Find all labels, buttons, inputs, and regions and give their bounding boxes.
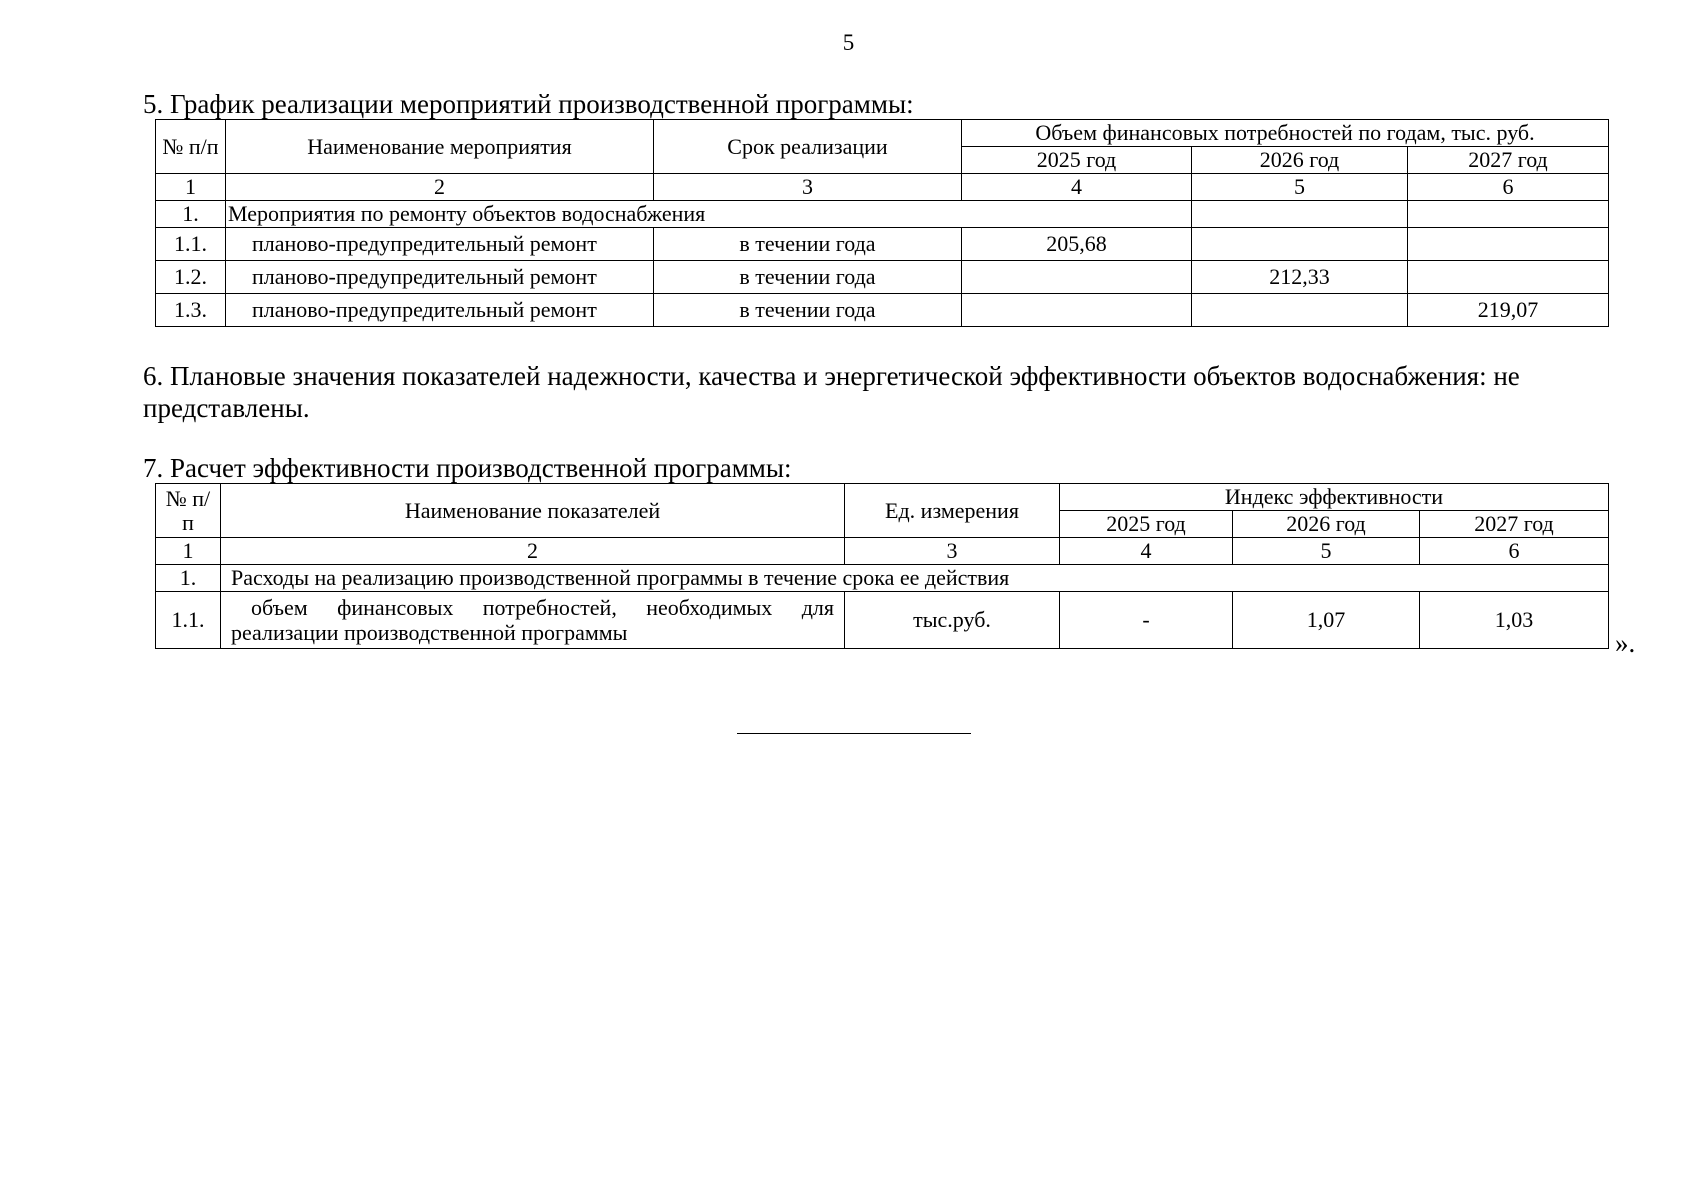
header-year-2027: 2027 год — [1408, 147, 1609, 174]
table-row — [156, 261, 1609, 294]
header-name: Наименование показателей — [221, 484, 845, 538]
row-value-2027 — [1408, 228, 1609, 261]
group-num: 1. — [156, 201, 226, 228]
row-value-2026 — [1192, 228, 1408, 261]
row-num: 1.1. — [156, 228, 226, 261]
header-num: № п/п — [156, 484, 221, 538]
section-6-text: 6. Плановые значения показателей надежности, качества и энергетической эффективности объектов водоснабжения: не представлены. — [143, 361, 1520, 423]
header-unit: Ед. измерения — [845, 484, 1060, 538]
table-cell — [1192, 201, 1408, 228]
table-row — [156, 592, 1609, 649]
column-number: 1 — [156, 174, 226, 201]
row-value-2025 — [962, 261, 1192, 294]
row-value-2026: 1,07 — [1233, 592, 1420, 649]
column-number: 3 — [654, 174, 962, 201]
page-number: 5 — [842, 30, 855, 55]
column-number: 2 — [221, 538, 845, 565]
group-name: Расходы на реализацию производственной программы в течение срока ее действия — [221, 565, 1609, 592]
row-num: 1.1. — [156, 592, 221, 649]
table-header-row — [156, 484, 1609, 511]
column-number-row — [156, 174, 1609, 201]
header-year-2025: 2025 год — [1060, 511, 1233, 538]
column-number: 4 — [1060, 538, 1233, 565]
column-number: 3 — [845, 538, 1060, 565]
row-value-2025: 205,68 — [962, 228, 1192, 261]
column-number: 4 — [962, 174, 1192, 201]
row-value-2026 — [1192, 294, 1408, 327]
header-volume: Объем финансовых потребностей по годам, тыс. руб. — [962, 120, 1609, 147]
row-name: планово-предупредительный ремонт — [226, 294, 654, 327]
group-row — [156, 565, 1609, 592]
column-number: 2 — [226, 174, 654, 201]
header-num: № п/п — [156, 120, 226, 174]
table-header-row — [156, 120, 1609, 147]
table-cell — [1408, 201, 1609, 228]
column-number: 5 — [1233, 538, 1420, 565]
row-value-2027: 219,07 — [1408, 294, 1609, 327]
row-value-2025 — [962, 294, 1192, 327]
column-number: 6 — [1420, 538, 1609, 565]
row-term: в течении года — [654, 228, 962, 261]
row-num: 1.3. — [156, 294, 226, 327]
row-name: планово-предупредительный ремонт — [226, 228, 654, 261]
row-value-2025: - — [1060, 592, 1233, 649]
closing-quote: ». — [1615, 628, 1636, 658]
section-7-title: 7. Расчет эффективности производственной программы: — [143, 453, 792, 483]
row-term: в течении года — [654, 261, 962, 294]
schedule-table — [155, 119, 1609, 327]
header-year-2026: 2026 год — [1192, 147, 1408, 174]
column-number: 1 — [156, 538, 221, 565]
row-value-2026: 212,33 — [1192, 261, 1408, 294]
group-name: Мероприятия по ремонту объектов водоснабжения — [226, 201, 1192, 228]
column-number: 6 — [1408, 174, 1609, 201]
group-row — [156, 201, 1609, 228]
header-year-2025: 2025 год — [962, 147, 1192, 174]
section-5-title: 5. График реализации мероприятий производственной программы: — [143, 89, 914, 119]
efficiency-table — [155, 483, 1609, 649]
row-num: 1.2. — [156, 261, 226, 294]
separator-line — [737, 733, 971, 734]
group-num: 1. — [156, 565, 221, 592]
row-value-2027: 1,03 — [1420, 592, 1609, 649]
column-number: 5 — [1192, 174, 1408, 201]
header-term: Срок реализации — [654, 120, 962, 174]
row-name: планово-предупредительный ремонт — [226, 261, 654, 294]
header-year-2027: 2027 год — [1420, 511, 1609, 538]
row-value-2027 — [1408, 261, 1609, 294]
row-name-text: объем финансовых потребностей, необходимых для реализации производственной программы — [231, 595, 834, 645]
table-row — [156, 294, 1609, 327]
row-unit: тыс.руб. — [845, 592, 1060, 649]
column-number-row — [156, 538, 1609, 565]
header-name: Наименование мероприятия — [226, 120, 654, 174]
row-term: в течении года — [654, 294, 962, 327]
row-name — [221, 592, 845, 649]
header-year-2026: 2026 год — [1233, 511, 1420, 538]
table-row — [156, 228, 1609, 261]
header-index: Индекс эффективности — [1060, 484, 1609, 511]
